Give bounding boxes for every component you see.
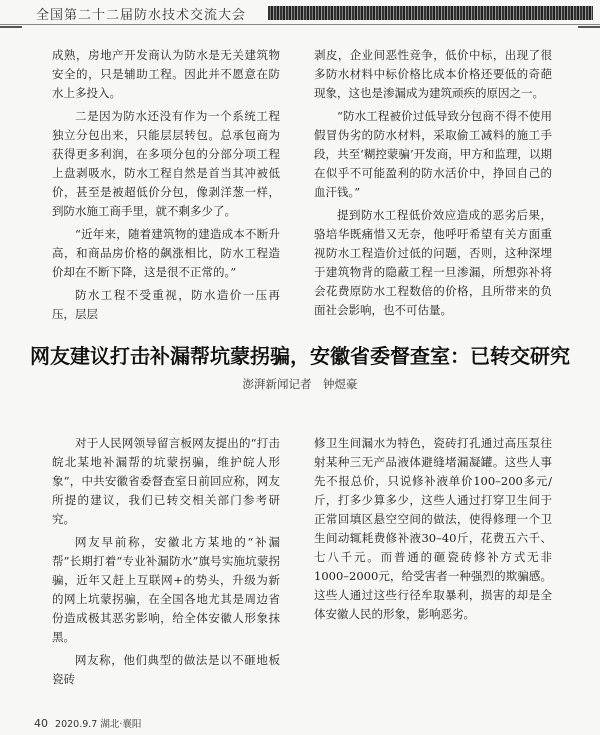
paragraph: 提到防水工程低价效应造成的恶劣后果，骆培华既痛惜又无奈，他呼吁希望有关方面重视防水工程造价过低的问题，否则，这种深埋于建筑物背的隐蔽工程一旦渗漏，所想弥补将会花费原防水工程数倍的价格，且所带来的负面社会影响，也不可估量。 xyxy=(314,208,552,317)
top-left-column xyxy=(52,46,280,328)
paragraph: 修卫生间漏水为特色，瓷砖打孔通过高压泵往射某种三无产品液体避缝堵漏凝罐。这些人事先不报总价，只说修补液单价100–200多元/斤，打多少算多少，这些人通过打穿卫生间于正常回填区悬空空间的做法，使得修理一个卫生间动辄耗费修补液30–40斤，花费五六千、七八千元。而普通的砸瓷砖修补方式无非1000–2000元，给受害者一种强烈的欺骗感。这些人通过这些行径牟取暴利，损害的却是全体安徽人民的形象，影响恶劣。 xyxy=(314,436,552,621)
article-byline: 澎湃新闻记者 钟煜豪 xyxy=(242,377,358,391)
top-right-column xyxy=(314,46,552,324)
header-rule-mark xyxy=(0,26,22,28)
paragraph: 网友早前称，安徽北方某地的“补漏帮”长期打着“专业补漏防水”旗号实施坑蒙拐骗，近年又赶上互联网+的势头，升级为新的网上坑蒙拐骗，在全国各地尤其是周边省份造成极其恶劣影响，给全体安徽人形象抹黑。 xyxy=(52,535,280,644)
paragraph: 对于人民网领导留言板网友提出的“打击皖北某地补漏帮的坑蒙拐骗，维护皖人形象”，中共安徽省委督查室日前回应称，网友所提的建议，我们已转交相关部门参考研究。 xyxy=(52,436,280,526)
paragraph: 二是因为防水还没有作为一个系统工程独立分包出来，只能层层转包。总承包商为获得更多利润，在多项分包的分部分项工程上盘剥吸水，防水工程自然是首当其冲被低价，甚至是被超低价分包，像剥洋葱一样，到防水施工商手里，就不剩多少了。 xyxy=(52,109,280,218)
issue-info: 2020.9.7 湖北·襄阳 xyxy=(55,719,142,730)
conference-title: 全国第二十二届防水技术交流大会 xyxy=(36,8,247,23)
paragraph: “近年来，随着建筑物的建造成本不断升高，和商品房价格的飙涨相比，防水工程造价却在不断下降，这是很不正常的。” xyxy=(52,227,280,279)
article-left-column xyxy=(52,434,280,693)
header-decoration-bar xyxy=(268,6,593,20)
paragraph: “防水工程被价过低导致分包商不得不使用假冒伪劣的防水材料，采取偷工减料的施工手段，共至‘糊控蒙骗’开发商，甲方和监理，以期在似乎不可能盈利的防水活价中，挣回自己的血汗钱。” xyxy=(314,109,552,199)
paragraph: 剥皮，企业间恶性竞争，低价中标，出现了很多防水材料中标价格比成本价格还要低的奇葩现象，这也是渗漏成为建筑顽疾的原因之一。 xyxy=(314,48,552,100)
paragraph: 网友称，他们典型的做法是以不砸地板瓷砖 xyxy=(52,653,280,686)
paragraph: 防水工程不受重视，防水造价一压再压，层层 xyxy=(52,288,280,321)
page-footer xyxy=(34,716,141,730)
page-header xyxy=(0,0,600,26)
article-right-column xyxy=(314,434,552,628)
article-headline: 网友建议打击补漏帮坑蒙拐骗，安徽省委督查室：已转交研究 xyxy=(30,344,570,368)
header-rule xyxy=(0,24,600,25)
page-number: 40 xyxy=(34,717,48,730)
paragraph: 成熟，房地产开发商认为防水是无关建筑物安全的，只是辅助工程。因此并不愿意在防水上多投入。 xyxy=(52,48,280,100)
header-rule-mark xyxy=(578,26,600,28)
